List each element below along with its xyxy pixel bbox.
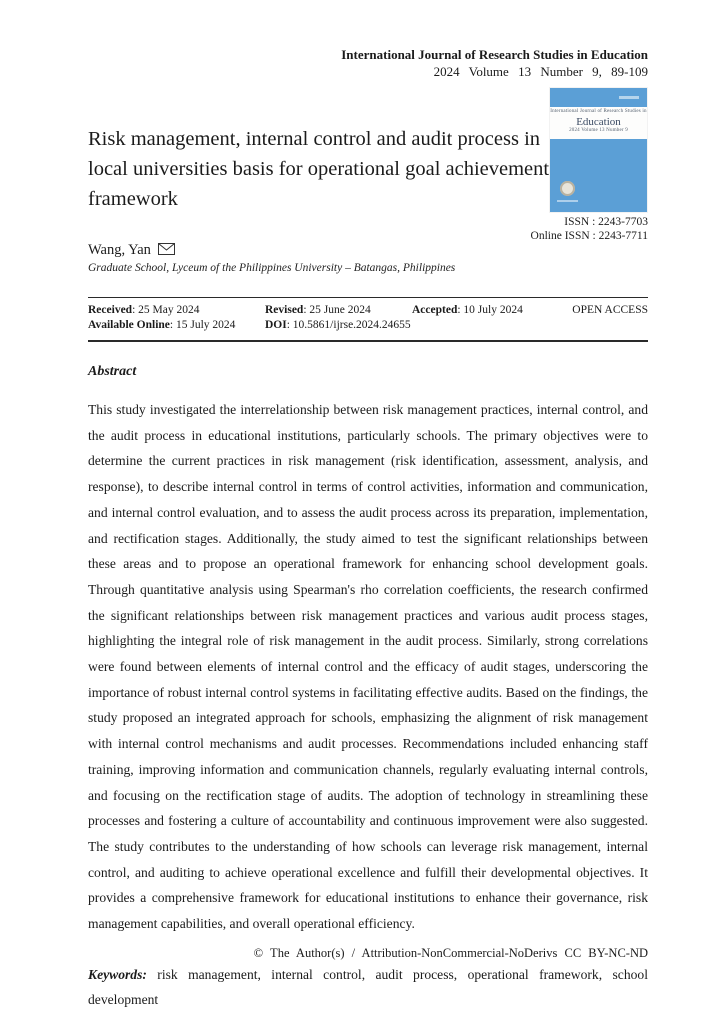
cover-masthead-title: Education	[576, 116, 621, 128]
journal-issue-line: 2024 Volume 13 Number 9, 89-109	[433, 64, 648, 79]
revised-value: : 25 June 2024	[303, 304, 371, 316]
issn-block	[470, 215, 648, 243]
cover-masthead	[550, 107, 647, 139]
journal-header	[88, 46, 648, 80]
meta-received	[88, 303, 265, 318]
email-icon[interactable]	[158, 243, 175, 260]
journal-cover-thumbnail	[550, 88, 647, 212]
available-online-label: Available Online	[88, 319, 170, 331]
author-affiliation: Graduate School, Lyceum of the Philippines University – Batangas, Philippines	[88, 262, 456, 274]
issn-print: ISSN : 2243-7703	[564, 216, 648, 228]
doi-label: DOI	[265, 319, 287, 331]
received-value: : 25 May 2024	[132, 304, 200, 316]
doi-value: : 10.5861/ijrse.2024.24655	[286, 319, 411, 331]
author-name: Wang, Yan	[88, 242, 151, 258]
revised-label: Revised	[265, 304, 304, 316]
received-label: Received	[88, 304, 133, 316]
copyright-line: © The Author(s) / Attribution-NonCommercial-NoDerivs CC BY-NC-ND	[253, 946, 648, 960]
keywords-line	[88, 962, 648, 1013]
meta-doi	[265, 318, 412, 333]
abstract-body: This study investigated the interrelationship between risk management practices, internal control, and the audit process in educational institutions, particularly schools. The primary objectives were to determine the current practices in risk management (risk identification, assessment, analysis, and response), to describe internal control in terms of control activities, information and communication, and internal control evaluation, and to assess the audit process across its preparation, implementation, and rectification stages. Additionally, the study aimed to test the significant relationships between these areas and to propose an operational framework for enhancing school development goals. Through quantitative analysis using Spearman's rho correlation coefficients, the research confirmed the significant relationships between risk management practices and various audit process stages, highlighting the integral role of risk management in the audit process. Similarly, strong correlations were found between elements of internal control and the efficacy of audit stages, underscoring the importance of robust internal control systems in facilitating effective audits. Based on the findings, the study proposed an integrated approach for schools, emphasizing the alignment of risk management with internal control mechanisms and audit processes. Recommendations included enhancing staff training, improving information and communication channels, regularly evaluating internal controls, and focusing on the rectification stage of audits. The adoption of technology in streamlining these processes and fostering a culture of accountability and continuous improvement were also suggested. The study contributes to the understanding of how schools can leverage risk management, internal control, and auditing to achieve operational excellence and fulfill their developmental objectives. It provides a comprehensive framework for educational institutions to enhance their governance, risk management capabilities, and overall operational efficiency.	[88, 402, 648, 932]
abstract-heading: Abstract	[88, 364, 137, 379]
journal-name: International Journal of Research Studies in Education	[341, 47, 648, 62]
meta-accepted	[412, 303, 562, 318]
university-seal-icon	[560, 181, 575, 196]
article-title: Risk management, internal control and audit process in local universities basis for operational goal achievement framework	[88, 128, 550, 210]
meta-row-1	[88, 303, 648, 318]
cover-top-band-text	[619, 96, 639, 99]
accepted-label: Accepted	[412, 304, 458, 316]
keywords-label: Keywords:	[88, 966, 147, 982]
cover-masthead-subtitle: 2024 Volume 13 Number 9	[569, 128, 628, 133]
meta-row-2	[88, 318, 648, 333]
open-access-badge: OPEN ACCESS	[572, 304, 648, 316]
issn-online: Online ISSN : 2243-7711	[530, 230, 648, 242]
cover-top-band	[550, 88, 647, 107]
author-line	[88, 242, 648, 259]
meta-revised	[265, 303, 412, 318]
available-online-value: : 15 July 2024	[169, 319, 236, 331]
seal-caption	[557, 200, 578, 203]
cover-body	[550, 139, 647, 212]
meta-available-online	[88, 318, 265, 333]
keywords-text: risk management, internal control, audit process, operational framework, school development	[88, 966, 648, 1008]
article-meta-table	[88, 297, 648, 342]
cover-masthead-small: International Journal of Research Studies in	[550, 109, 647, 114]
accepted-value: : 10 July 2024	[457, 304, 523, 316]
